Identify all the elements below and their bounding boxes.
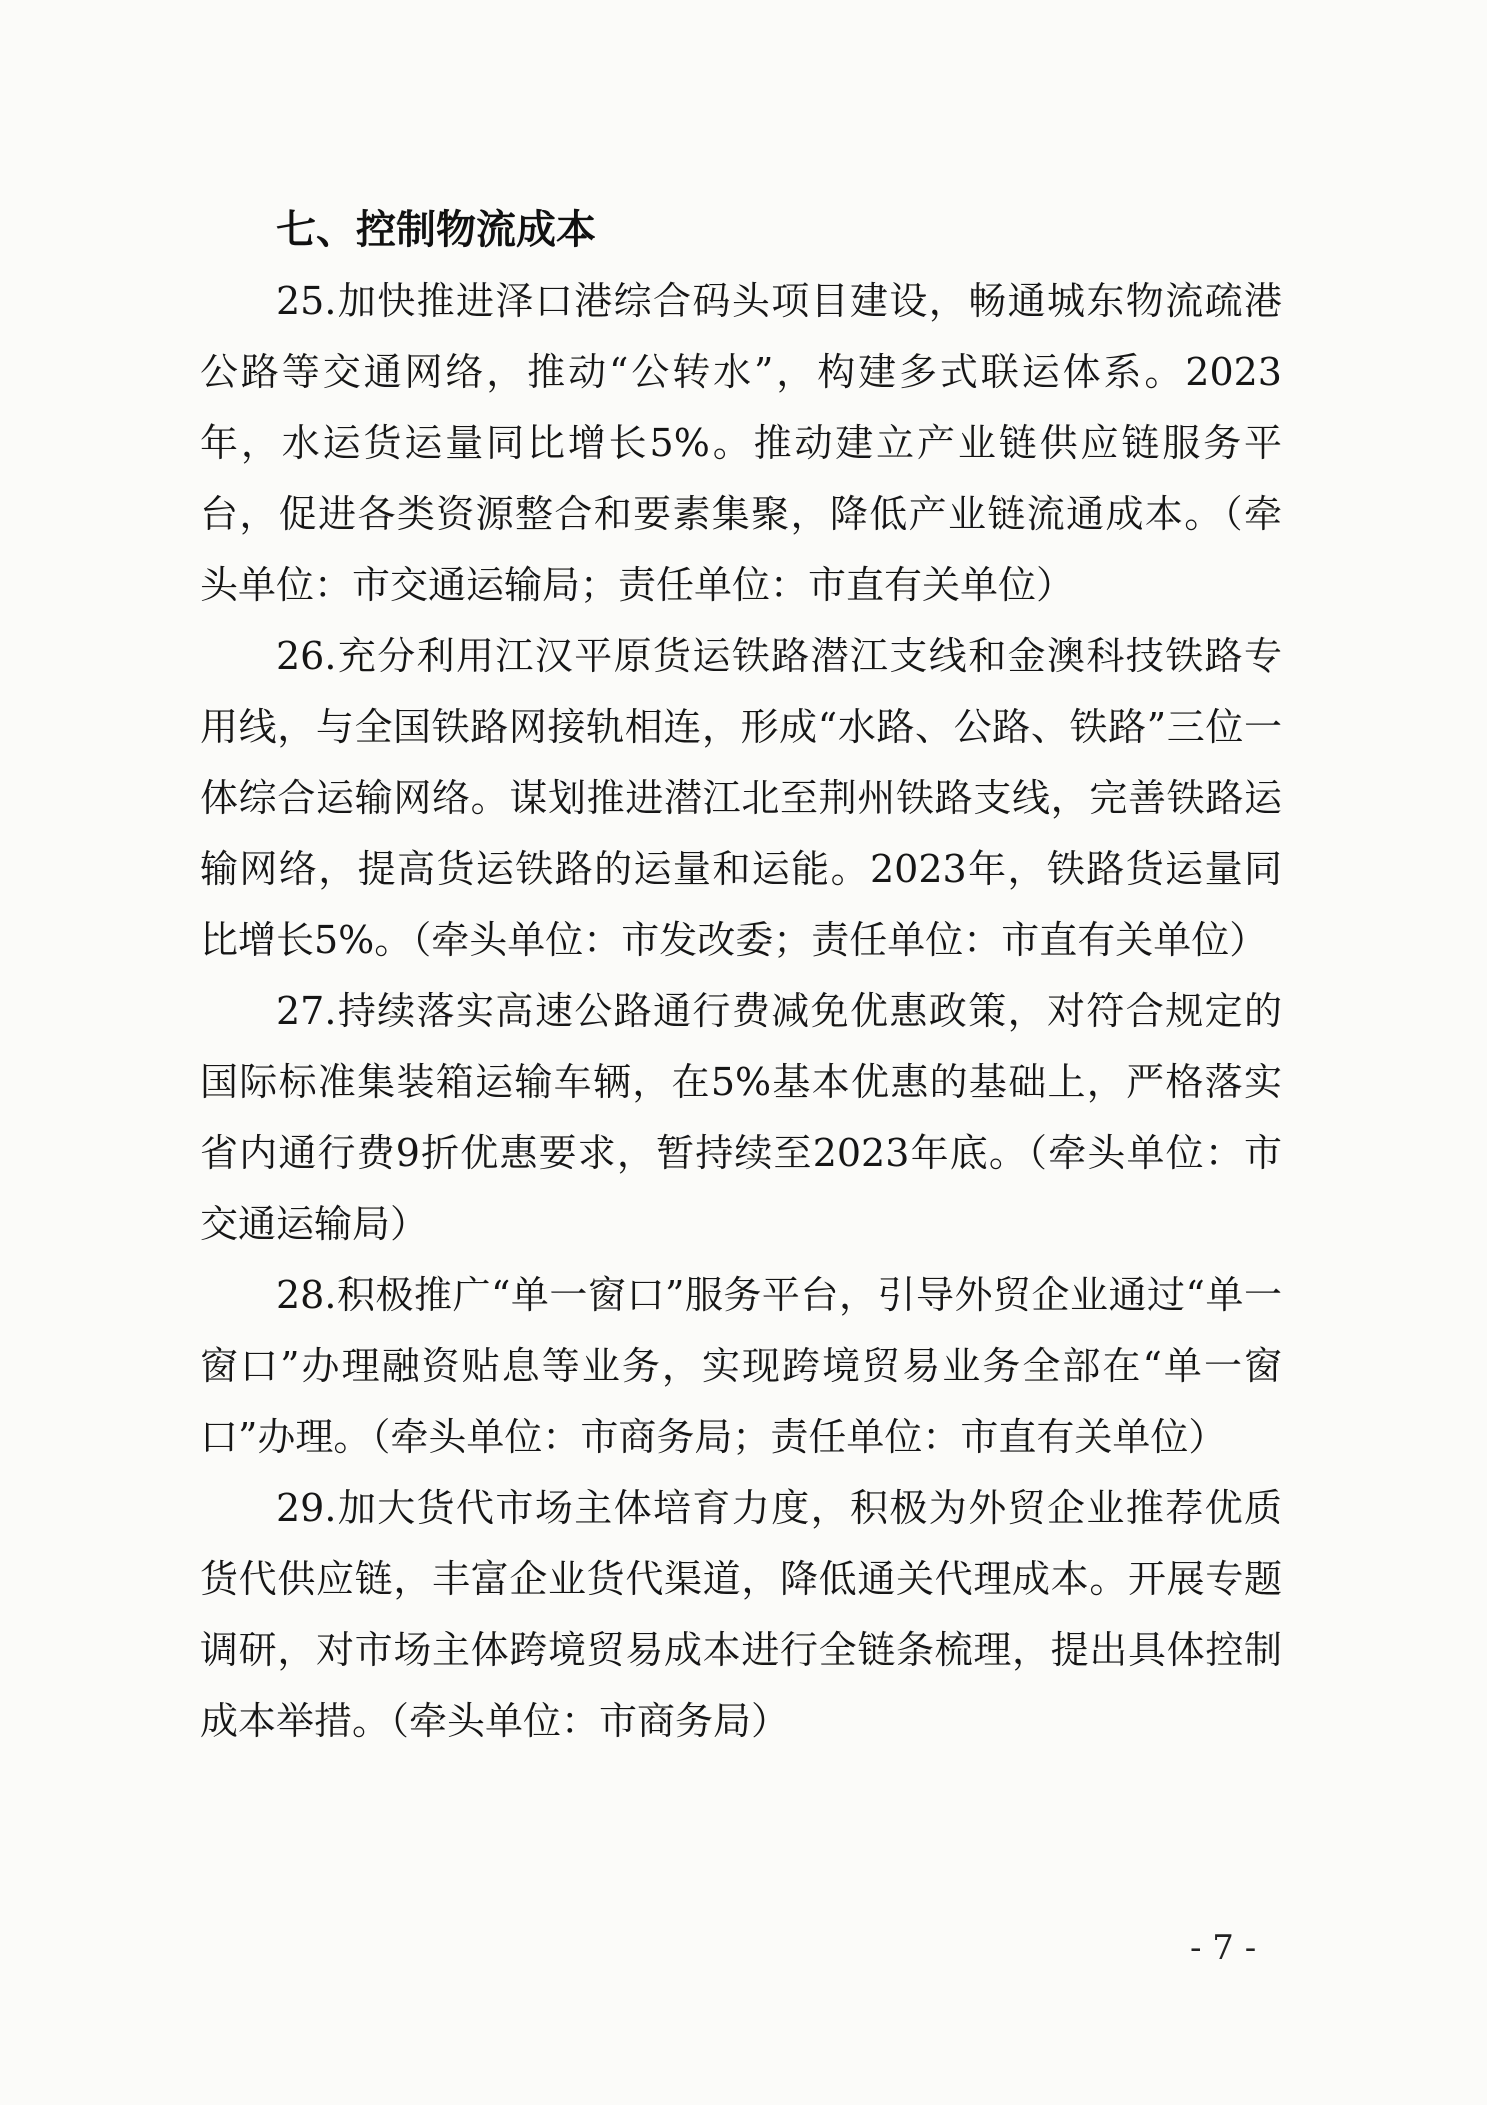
paragraph-item-29: 29.加大货代市场主体培育力度，积极为外贸企业推荐优质货代供应链，丰富企业货代渠道，降低通关代理成本。开展专题调研，对市场主体跨境贸易成本进行全链条梳理，提出具体控制成本举措。（牵头单位：市商务局） — [200, 1486, 1282, 1743]
paragraph-item-25: 25.加快推进泽口港综合码头项目建设，畅通城东物流疏港公路等交通网络，推动“公转水”，构建多式联运体系。2023年，水运货运量同比增长5%。推动建立产业链供应链服务平台，促进各类资源整合和要素集聚，降低产业链流通成本。（牵头单位：市交通运输局；责任单位：市直有关单位） — [200, 279, 1282, 607]
paragraph-item-28: 28.积极推广“单一窗口”服务平台，引导外贸企业通过“单一窗口”办理融资贴息等业务，实现跨境贸易业务全部在“单一窗口”办理。（牵头单位：市商务局；责任单位：市直有关单位） — [200, 1273, 1282, 1459]
paragraph-item-26: 26.充分利用江汉平原货运铁路潜江支线和金澳科技铁路专用线，与全国铁路网接轨相连，形成“水路、公路、铁路”三位一体综合运输网络。谋划推进潜江北至荆州铁路支线，完善铁路运输网络，提高货运铁路的运量和运能。2023年，铁路货运量同比增长5%。（牵头单位：市发改委；责任单位：市直有关单位） — [200, 634, 1282, 962]
body-text — [200, 266, 1282, 1757]
paragraph-item-27: 27.持续落实高速公路通行费减免优惠政策，对符合规定的国际标准集装箱运输车辆，在5%基本优惠的基础上，严格落实省内通行费9折优惠要求，暂持续至2023年底。（牵头单位：市交通运输局） — [200, 989, 1282, 1246]
section-heading: 七、控制物流成本 — [276, 207, 596, 253]
page-number: - 7 - — [1190, 1928, 1257, 1968]
